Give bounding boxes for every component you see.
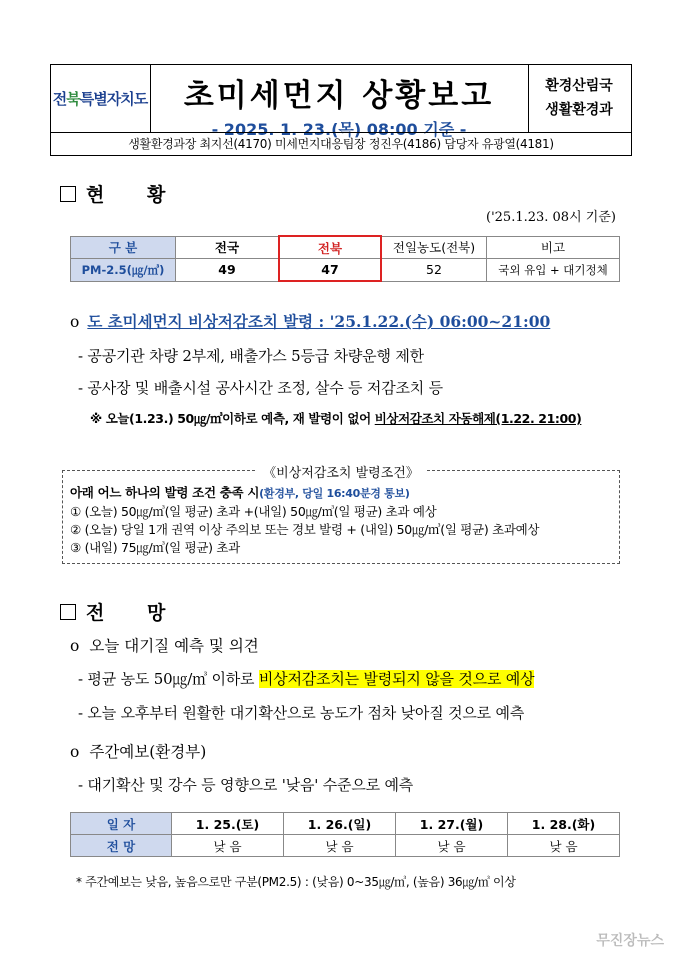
col-header-remarks: 비고 <box>487 236 620 259</box>
checkbox-square-icon <box>60 604 76 620</box>
conditions-intro: 아래 어느 하나의 발령 조건 충족 시(환경부, 당일 16:40분경 통보) <box>70 485 410 500</box>
circle-bullet-icon: o <box>70 743 80 761</box>
circle-bullet-icon: o <box>70 637 80 655</box>
watermark: 무진장뉴스 <box>596 933 664 949</box>
conditions-content <box>70 484 618 557</box>
forecast-date-2: 1. 26.(일) <box>284 813 396 835</box>
forecast-level-2: 낮 음 <box>284 835 396 857</box>
forecast-date-4: 1. 28.(화) <box>508 813 620 835</box>
forecast-footnote: * 주간예보는 낮음, 높음으로만 구분(PM2.5) : (낮음) 0~35㎍/㎥, (높음) 36㎍/㎥ 이상 <box>76 875 516 889</box>
cell-jeonbuk-value: 47 <box>279 259 381 282</box>
col-header-previous: 전일농도(전북) <box>381 236 487 259</box>
weekly-item-1: - 대기확산 및 강수 등 영향으로 '낮음' 수준으로 예측 <box>78 776 414 794</box>
basis-time: ('25.1.23. 08시 기준) <box>486 210 616 225</box>
today-item-2: - 오늘 오후부터 원활한 대기확산으로 농도가 점차 낮아질 것으로 예측 <box>78 704 525 722</box>
contact-line: 생활환경과장 최지선(4170) 미세먼지대응팀장 정진우(4186) 담당자 유광열(4181) <box>50 132 632 156</box>
weekly-forecast-table <box>70 812 620 857</box>
status-table <box>70 235 620 282</box>
col-header-national: 전국 <box>176 236 280 259</box>
row-label-date: 일 자 <box>71 813 172 835</box>
condition-item-3: ③ (내일) 75㎍/㎥(일 평균) 초과 <box>70 540 240 555</box>
report-title-block <box>150 64 529 139</box>
measure-item-2: - 공사장 및 배출시설 공사시간 조정, 살수 등 저감조치 등 <box>78 379 443 397</box>
col-header-jeonbuk: 전북 <box>279 236 381 259</box>
department-block <box>528 64 630 132</box>
report-title: 초미세먼지 상황보고 <box>183 78 495 114</box>
row-label-outlook: 전 망 <box>71 835 172 857</box>
conditions-title: 《비상저감조치 발령조건》 <box>257 466 425 481</box>
department-division: 생활환경과 <box>545 102 613 118</box>
forecast-date-3: 1. 27.(월) <box>396 813 508 835</box>
today-item-1: - 평균 농도 50㎍/㎥ 이하로 비상저감조치는 발령되지 않을 것으로 예상 <box>78 670 535 688</box>
forecast-date-1: 1. 25.(토) <box>172 813 284 835</box>
checkbox-square-icon <box>60 186 76 202</box>
conditions-title-wrap <box>62 462 620 481</box>
cell-previous-value: 52 <box>381 259 487 282</box>
subsection-weekly: o 주간예보(환경부) <box>70 743 207 761</box>
release-note <box>90 409 581 427</box>
subsection-today: o 오늘 대기질 예측 및 의견 <box>70 637 259 655</box>
release-note-prefix: ※ 오늘(1.23.) 50㎍/㎥이하로 예측, 재 발령이 없어 <box>90 411 375 426</box>
release-note-underlined: 비상저감조치 자동해제(1.22. 21:00) <box>374 411 582 426</box>
section-outlook <box>60 598 183 625</box>
cell-national-value: 49 <box>176 259 280 282</box>
measure-item-1: - 공공기관 차량 2부제, 배출가스 5등급 차량운행 제한 <box>78 347 424 365</box>
section-current-status <box>60 180 183 207</box>
condition-item-1: ① (오늘) 50㎍/㎥(일 평균) 초과 +(내일) 50㎍/㎥(일 평균) 초과 예상 <box>70 504 437 519</box>
forecast-level-3: 낮 음 <box>396 835 508 857</box>
report-date: - 2025. 1. 23.(목) 08:00 기준 - <box>211 120 467 139</box>
jeonbuk-logo <box>50 64 151 132</box>
forecast-level-4: 낮 음 <box>508 835 620 857</box>
highlighted-forecast: 비상저감조치는 발령되지 않을 것으로 예상 <box>258 670 535 688</box>
section-title: 현 황 <box>86 184 184 206</box>
logo-text: 전북특별자치도 <box>52 89 148 108</box>
section-title: 전 망 <box>86 602 184 624</box>
forecast-level-1: 낮 음 <box>172 835 284 857</box>
circle-bullet-icon: o <box>70 313 80 331</box>
department-bureau: 환경산림국 <box>545 78 613 94</box>
condition-item-2: ② (오늘) 당일 1개 권역 이상 주의보 또는 경보 발령 + (내일) 50㎍/㎥(일 평균) 초과예상 <box>70 522 540 537</box>
alert-text: 도 초미세먼지 비상저감조치 발령 : '25.1.22.(수) 06:00~21:00 <box>87 312 551 331</box>
row-label-pm25: PM-2.5(㎍/㎥) <box>71 259 176 282</box>
col-header-category: 구 분 <box>71 236 176 259</box>
cell-remarks: 국외 유입 + 대기정체 <box>487 259 620 282</box>
alert-line <box>70 310 550 332</box>
